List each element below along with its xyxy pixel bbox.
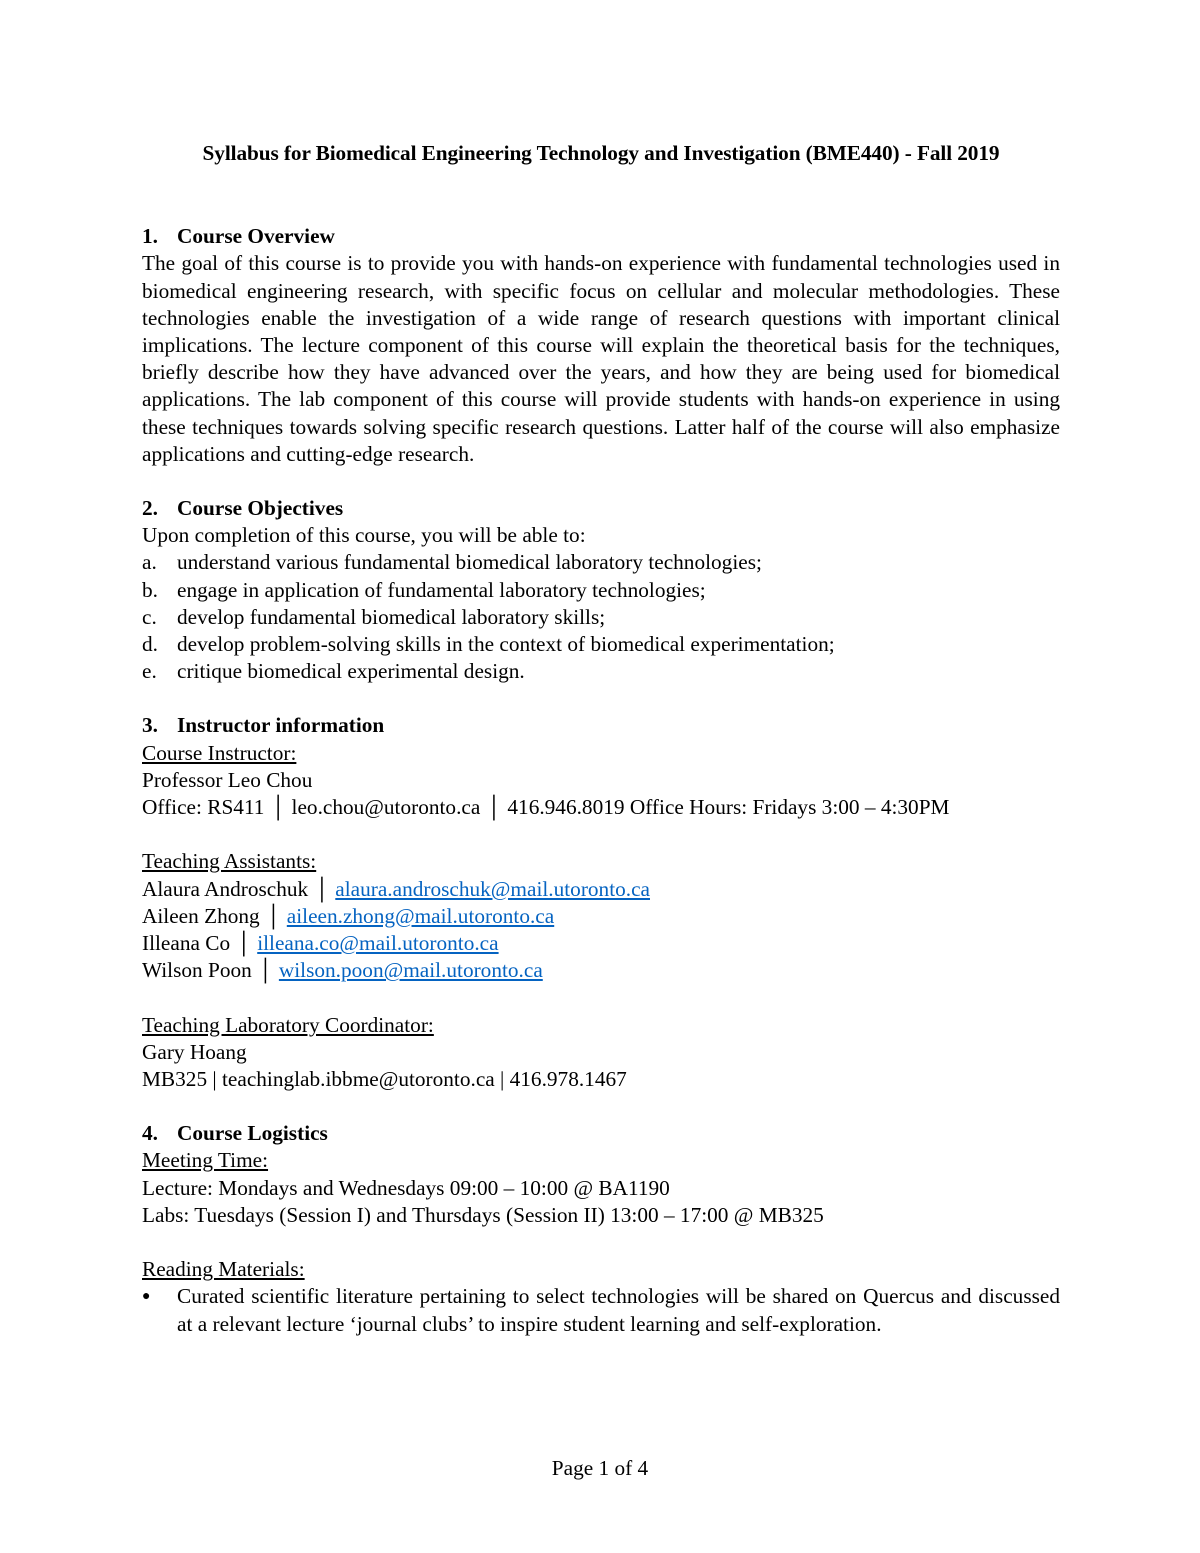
section-number: 3. <box>142 713 158 738</box>
list-item <box>142 549 1060 576</box>
objectives-intro: Upon completion of this course, you will be able to: <box>142 523 586 548</box>
list-text: critique biomedical experimental design. <box>177 659 525 684</box>
section-number: 4. <box>142 1121 158 1146</box>
section-title: Course Logistics <box>177 1121 328 1146</box>
list-letter: a. <box>142 550 157 575</box>
section-number: 2. <box>142 496 158 521</box>
separator: │ <box>236 931 252 956</box>
separator: │ <box>257 958 273 983</box>
separator: │ <box>486 795 502 820</box>
section-course-objectives <box>142 495 1060 685</box>
list-text: develop fundamental biomedical laboratory skills; <box>177 604 606 629</box>
section-instructor-information <box>142 712 1060 1093</box>
separator: │ <box>265 903 281 928</box>
teaching-assistants-label: Teaching Assistants: <box>142 849 317 874</box>
section-heading <box>142 495 1060 522</box>
section-heading <box>142 712 1060 739</box>
ta-name: Illeana Co <box>142 931 231 956</box>
list-item <box>142 658 1060 685</box>
instructor-email: leo.chou@utoronto.ca <box>291 795 481 820</box>
document-title: Syllabus for Biomedical Engineering Technology and Investigation (BME440) - Fall 2019 <box>202 141 1000 165</box>
ta-row <box>142 957 1060 984</box>
meeting-time-label: Meeting Time: <box>142 1148 269 1173</box>
list-item <box>142 631 1060 658</box>
instructor-contact <box>142 794 1060 821</box>
page-number: Page 1 of 4 <box>551 1456 649 1480</box>
lab-schedule: Labs: Tuesdays (Session I) and Thursdays (Session II) 13:00 – 17:00 @ MB325 <box>142 1202 824 1227</box>
course-instructor-label: Course Instructor: <box>142 740 297 765</box>
instructor-name: Professor Leo Chou <box>142 767 313 792</box>
list-text: understand various fundamental biomedical laboratory technologies; <box>177 550 762 575</box>
list-letter: b. <box>142 577 158 602</box>
lab-coordinator-label: Teaching Laboratory Coordinator: <box>142 1012 434 1037</box>
reading-materials-label: Reading Materials: <box>142 1257 305 1282</box>
ta-row <box>142 903 1060 930</box>
list-text: develop problem-solving skills in the context of biomedical experimentation; <box>177 632 835 657</box>
overview-paragraph: The goal of this course is to provide you with hands-on experience with fundamental technologies used in biomedical engineering research, with specific focus on cellular and molecular methodologies. These technologies enable the investigation of a wide range of research questions with important clinical implications. The lecture component of this course will explain the theoretical basis for the techniques, briefly describe how they have advanced over the years, and how they are being used for biomedical applications. The lab component of this course will provide students with hands-on experience in using these techniques towards solving specific research questions. Latter half of the course will also emphasize applications and cutting-edge research. <box>142 251 1060 466</box>
section-title: Course Overview <box>177 224 335 249</box>
list-letter: d. <box>142 632 158 657</box>
separator: │ <box>270 795 286 820</box>
list-letter: e. <box>142 659 157 684</box>
ta-email-link[interactable]: alaura.androschuk@mail.utoronto.ca <box>335 876 650 901</box>
ta-name: Wilson Poon <box>142 958 252 983</box>
section-course-logistics <box>142 1120 1060 1338</box>
section-heading <box>142 223 1060 250</box>
ta-row <box>142 930 1060 957</box>
section-heading <box>142 1120 1060 1147</box>
coordinator-name: Gary Hoang <box>142 1039 247 1064</box>
ta-row <box>142 876 1060 903</box>
section-title: Course Objectives <box>177 496 344 521</box>
separator: │ <box>314 876 330 901</box>
ta-name: Alaura Androschuk <box>142 876 309 901</box>
ta-email-link[interactable]: aileen.zhong@mail.utoronto.ca <box>286 903 555 928</box>
section-course-overview <box>142 223 1060 468</box>
list-item <box>142 604 1060 631</box>
coordinator-contact: MB325 | teachinglab.ibbme@utoronto.ca | 416.978.1467 <box>142 1067 627 1092</box>
ta-email-link[interactable]: wilson.poon@mail.utoronto.ca <box>278 958 543 983</box>
instructor-phone-hours: 416.946.8019 Office Hours: Fridays 3:00 – 4:30PM <box>507 795 950 820</box>
lecture-schedule: Lecture: Mondays and Wednesdays 09:00 – 10:00 @ BA1190 <box>142 1175 670 1200</box>
section-number: 1. <box>142 224 158 249</box>
reading-item-text: Curated scientific literature pertaining to select technologies will be shared on Quercus and discussed at a relevant lecture ‘journal clubs’ to inspire student learning and self-exploration. <box>177 1284 1060 1336</box>
list-letter: c. <box>142 604 157 629</box>
ta-name: Aileen Zhong <box>142 903 260 928</box>
list-item <box>142 577 1060 604</box>
bullet-icon: ● <box>142 1289 151 1305</box>
ta-email-link[interactable]: illeana.co@mail.utoronto.ca <box>257 931 499 956</box>
instructor-office: Office: RS411 <box>142 795 265 820</box>
document-page <box>142 140 1060 1365</box>
section-title: Instructor information <box>177 713 385 738</box>
list-item <box>142 1283 1060 1337</box>
list-text: engage in application of fundamental laboratory technologies; <box>177 577 706 602</box>
